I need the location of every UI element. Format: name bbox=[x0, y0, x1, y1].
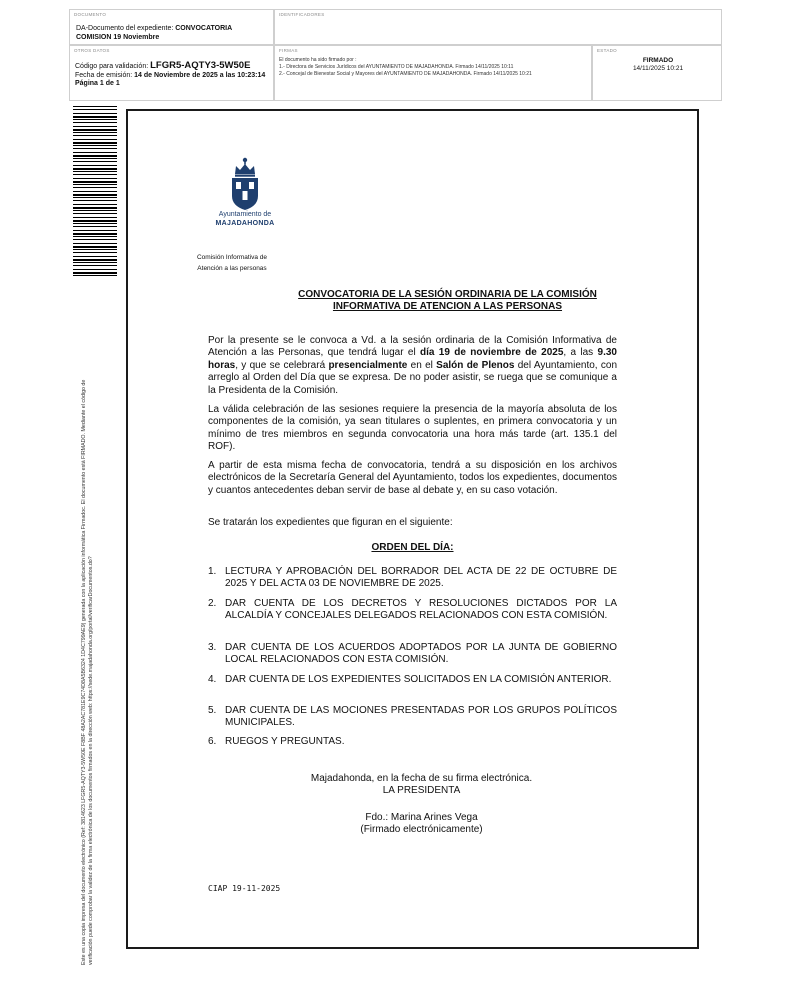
side-verification-text bbox=[81, 303, 96, 965]
firma-item: 1.- Directora de Servicios Jurídicos del AYUNTAMIENTO DE MAJADAHONDA. Firmado 14/11/2025 10:11 bbox=[279, 64, 514, 70]
otros-datos-value bbox=[75, 62, 265, 89]
identificadores-label: IDENTIFICADORES bbox=[279, 12, 325, 17]
barcode-bar bbox=[73, 109, 117, 110]
barcode-bar bbox=[73, 165, 117, 166]
p1-text: del Ayuntamiento, con arreglo al Orden del Día que se expresa. De no poder asistir, se ruega que se comunique a la Presidenta de la Comisión. bbox=[208, 359, 617, 396]
barcode-bar bbox=[73, 223, 117, 224]
barcode-bar bbox=[73, 122, 117, 123]
barcode-bar bbox=[73, 246, 117, 248]
fecha-label: Fecha de emisión: bbox=[75, 71, 135, 79]
barcode-bar bbox=[73, 194, 117, 196]
item-text: DAR CUENTA DE LAS MOCIONES PRESENTADAS POR LOS GRUPOS POLÍTICOS MUNICIPALES. bbox=[225, 705, 617, 729]
barcode-bar bbox=[73, 200, 117, 201]
barcode-bar bbox=[73, 236, 117, 237]
barcode-bar bbox=[73, 226, 117, 227]
item-number: 4. bbox=[208, 674, 217, 685]
barcode-bar bbox=[73, 275, 117, 276]
side-text-line-1: Este es una copia impresa del documento electrónico (Ref: 3814623 LFGR5-AQTY3-5W50E F8BF 48A2AC781E9C74D8A5B6324 1D4C799AE9) generada con la aplicación informática Firmadoc. El documento está FIRMADO. Mediante el código de bbox=[81, 379, 87, 965]
item-text: DAR CUENTA DE LOS DECRETOS Y RESOLUCIONES DICTADOS POR LA ALCALDÍA Y CONCEJALES DELEGADOS RELACIONADOS CON ESTA COMISIÓN. bbox=[225, 598, 617, 622]
p1-time: 9.30 horas bbox=[208, 347, 617, 371]
p1-text: , a las bbox=[563, 347, 598, 359]
logo-line-2: MAJADAHONDA bbox=[215, 220, 275, 227]
barcode-bar bbox=[73, 148, 117, 149]
barcode-bar bbox=[73, 230, 117, 231]
barcode-bar bbox=[73, 139, 117, 140]
barcode-bar bbox=[73, 158, 117, 159]
firmas-box bbox=[274, 45, 592, 101]
p1-place: Salón de Plenos bbox=[436, 359, 515, 371]
barcode-bar bbox=[73, 239, 117, 240]
estado-label: ESTADO bbox=[597, 48, 617, 53]
paragraph-convocatoria bbox=[208, 335, 617, 397]
barcode-bar bbox=[73, 178, 117, 179]
firmas-intro: El documento ha sido firmado por : bbox=[279, 57, 357, 63]
item-number: 2. bbox=[208, 598, 217, 609]
identificadores-box bbox=[274, 9, 722, 45]
barcode-bar bbox=[73, 220, 117, 222]
barcode-bar bbox=[73, 259, 117, 261]
barcode-bar bbox=[73, 132, 117, 133]
firmas-list bbox=[279, 57, 532, 78]
barcode-bar bbox=[73, 262, 117, 263]
codigo-label: Código para validación: bbox=[75, 63, 151, 70]
status-badge: FIRMADO bbox=[642, 57, 674, 64]
barcode-bar bbox=[73, 204, 117, 205]
barcode-bar bbox=[73, 116, 117, 118]
barcode-bar bbox=[73, 129, 117, 131]
closing-role: LA PRESIDENTA bbox=[382, 785, 461, 796]
documento-label: DOCUMENTO bbox=[74, 12, 107, 17]
barcode-bar bbox=[73, 265, 117, 266]
documento-title-1: CONVOCATORIA bbox=[175, 25, 233, 32]
barcode-bar bbox=[73, 106, 117, 107]
barcode-bar bbox=[73, 233, 117, 235]
comision-label bbox=[190, 252, 274, 274]
barcode-bar bbox=[73, 181, 117, 183]
barcode-bar bbox=[73, 155, 117, 157]
logo-line-1: Ayuntamiento de bbox=[218, 211, 272, 218]
barcode-bar bbox=[73, 152, 117, 153]
barcode-bar bbox=[73, 171, 117, 172]
barcode-bar bbox=[73, 187, 117, 188]
barcode-bar bbox=[73, 161, 117, 162]
page-title bbox=[230, 289, 665, 313]
barcode-bar bbox=[73, 168, 117, 170]
p1-text: Por la presente se le convoca a Vd. a la sesión ordinaria de la Comisión Informativa de Atención a las Personas, que tendrá lugar el bbox=[208, 335, 617, 359]
firmas-label: FIRMAS bbox=[279, 48, 298, 53]
firma-item: 2.- Concejal de Bienestar Social y Mayores del AYUNTAMIENTO DE MAJADAHONDA. Firmado 14/11/2025 10:21 bbox=[279, 71, 532, 77]
barcode-bar bbox=[73, 197, 117, 198]
item-text: LECTURA Y APROBACIÓN DEL BORRADOR DEL ACTA DE 22 DE OCTUBRE DE 2025 Y DEL ACTA 03 DE NOVIEMBRE DE 2025. bbox=[225, 566, 617, 590]
p1-mode: presencialmente bbox=[328, 359, 408, 371]
barcode-bar bbox=[73, 126, 117, 127]
comision-line-1: Comisión Informativa de bbox=[196, 254, 268, 261]
documento-title-2: COMISION 19 Noviembre bbox=[76, 34, 160, 41]
fecha-emision: 14 de Noviembre de 2025 a las 10:23:14 bbox=[134, 71, 266, 79]
barcode-bar bbox=[73, 191, 117, 192]
barcode-bar bbox=[73, 213, 117, 214]
item-text: RUEGOS Y PREGUNTAS. bbox=[225, 736, 345, 747]
barcode-bar bbox=[73, 142, 117, 144]
paragraph-archivos: A partir de esta misma fecha de convocatoria, tendrá a su disposición en los archivos electrónicos de la Secretaría General del Ayuntamiento, todos los expedientes, documentos y cuantos antecedentes deban servir de base al debate y, en su caso votación. bbox=[208, 460, 617, 496]
barcode-bar bbox=[73, 252, 117, 253]
item-number: 3. bbox=[208, 642, 217, 653]
side-text-line-2: verificación puede comprobar la validez de la firma electrónica de los documentos firmados en la dirección web: https://sede.majadahonda.org/portal/verificarDocumentos.do? bbox=[88, 556, 95, 965]
item-text: DAR CUENTA DE LOS EXPEDIENTES SOLICITADOS EN LA COMISIÓN ANTERIOR. bbox=[225, 674, 612, 685]
barcode-bar bbox=[73, 207, 117, 209]
p1-text: en el bbox=[407, 359, 437, 371]
coat-of-arms-icon bbox=[211, 156, 279, 230]
barcode-icon bbox=[73, 106, 117, 278]
barcode-bar bbox=[73, 243, 117, 244]
closing-place: Majadahonda, en la fecha de su firma electrónica. bbox=[310, 773, 533, 784]
title-line-1: CONVOCATORIA DE LA SESIÓN ORDINARIA DE LA COMISIÓN bbox=[298, 289, 597, 300]
comision-line-2: Atención a las personas bbox=[197, 265, 267, 272]
barcode-bar bbox=[73, 119, 117, 120]
documento-prefix: DA-Documento del expediente: bbox=[76, 25, 176, 32]
barcode-bar bbox=[73, 210, 117, 211]
barcode-bar bbox=[73, 184, 117, 185]
barcode-bar bbox=[73, 272, 117, 274]
orden-del-dia-title: ORDEN DEL DÍA: bbox=[371, 542, 454, 553]
title-line-2: INFORMATIVA DE ATENCION A LAS PERSONAS bbox=[332, 301, 563, 312]
barcode-bar bbox=[73, 113, 117, 114]
estado-fecha: 14/11/2025 10:21 bbox=[632, 65, 684, 72]
estado-box bbox=[592, 45, 722, 101]
documento-box bbox=[69, 9, 274, 45]
paragraph-quorum: La válida celebración de las sesiones requiere la presencia de la mayoría absoluta de los componentes de la comisión, ya sean titulares o suplentes, en primera convocatoria y un mínimo de tres miembros en segunda convocatoria una hora más tarde (art. 135.1 del ROF). bbox=[208, 404, 617, 453]
estado-value bbox=[593, 57, 723, 73]
documento-value bbox=[76, 24, 232, 42]
item-number: 1. bbox=[208, 566, 217, 577]
ciap-footer: CIAP 19-11-2025 bbox=[208, 884, 281, 893]
barcode-bar bbox=[73, 249, 117, 250]
barcode-bar bbox=[73, 135, 117, 136]
page-count: Página 1 de 1 bbox=[75, 80, 120, 87]
barcode-bar bbox=[73, 269, 117, 270]
otros-datos-box bbox=[69, 45, 274, 101]
barcode-bar bbox=[73, 217, 117, 218]
barcode-bar bbox=[73, 256, 117, 257]
item-number: 6. bbox=[208, 736, 217, 747]
p1-text: , y que se celebrará bbox=[235, 359, 329, 371]
signer-name: Fdo.: Marina Arines Vega bbox=[365, 812, 478, 823]
item-text: DAR CUENTA DE LOS ACUERDOS ADOPTADOS POR LA JUNTA DE GOBIERNO LOCAL RELACIONADOS CON ESTA COMISIÓN. bbox=[225, 642, 617, 666]
validation-code: LFGR5-AQTY3-5W50E bbox=[150, 60, 251, 71]
barcode-bar bbox=[73, 145, 117, 146]
paragraph-expedientes: Se tratarán los expedientes que figuran en el siguiente: bbox=[208, 517, 453, 528]
barcode-bar bbox=[73, 174, 117, 175]
signed-electronically: (Firmado electrónicamente) bbox=[360, 824, 483, 835]
p1-date: día 19 de noviembre de 2025 bbox=[420, 347, 564, 359]
item-number: 5. bbox=[208, 705, 217, 716]
otros-datos-label: OTROS DATOS bbox=[74, 48, 110, 53]
